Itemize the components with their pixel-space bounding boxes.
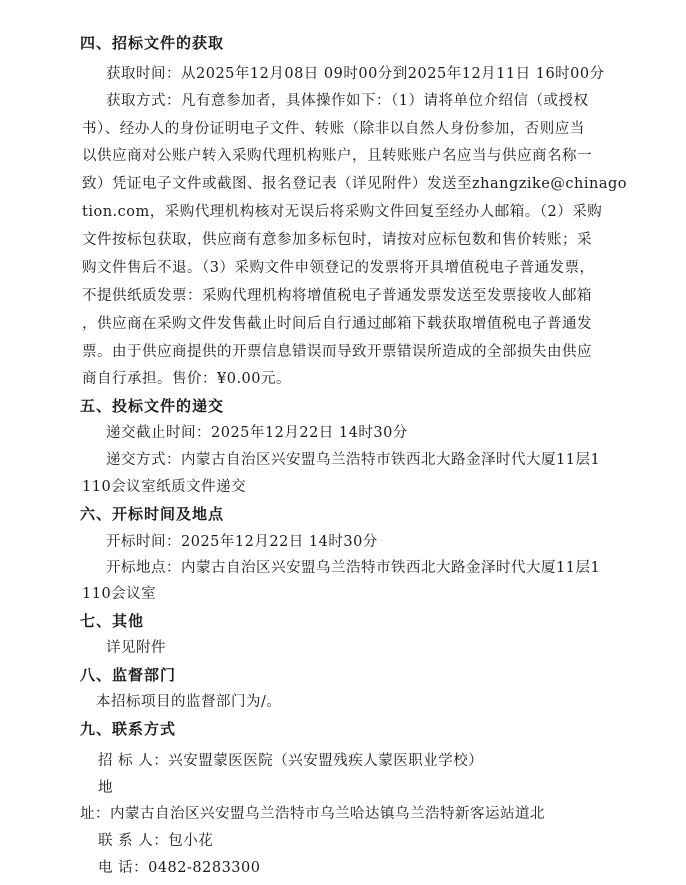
submission-method-cont: 110会议室纸质文件递交 bbox=[82, 479, 247, 496]
acquisition-method-line: 致）凭证电子文件或截图、报名登记表（详见附件）发送至zhangzike@chinago bbox=[82, 176, 627, 193]
opening-time: 开标时间：2025年12月22日 14时30分 bbox=[106, 534, 378, 551]
opening-location-cont: 110会议室 bbox=[82, 586, 157, 603]
section-heading-opening: 六、开标时间及地点 bbox=[80, 505, 225, 524]
contact-address: 址：内蒙古自治区兴安盟乌兰浩特市乌兰哈达镇乌兰浩特新客运站道北 bbox=[80, 806, 545, 823]
section-heading-contact: 九、联系方式 bbox=[80, 719, 177, 738]
acquisition-method-line: 不提供纸质发票：采购代理机构将增值税电子普通发票发送至发票接收人邮箱 bbox=[82, 287, 592, 304]
acquisition-method-line: ，供应商在采购文件发售截止时间后自行通过邮箱下载获取增值税电子普通发 bbox=[82, 315, 592, 332]
acquisition-method-line: 书）、经办人的身份证明电子文件、转账（除非以自然人身份参加，否则应当 bbox=[82, 120, 585, 137]
contact-address-label: 地 bbox=[98, 779, 113, 796]
contact-person: 联 系 人：包小花 bbox=[98, 833, 214, 850]
section-heading-other: 七、其他 bbox=[80, 612, 145, 631]
supervision-content: 本招标项目的监督部门为/。 bbox=[96, 694, 282, 711]
acquisition-method-line: 商自行承担。售价：¥0.00元。 bbox=[82, 371, 292, 388]
contact-tenderer: 招 标 人：兴安盟蒙医医院（兴安盟残疾人蒙医职业学校） bbox=[98, 752, 484, 769]
other-content: 详见附件 bbox=[106, 640, 166, 657]
acquisition-time: 获取时间：从2025年12月08日 09时00分到2025年12月11日 16时00分 bbox=[106, 65, 605, 82]
section-heading-submission: 五、投标文件的递交 bbox=[80, 396, 225, 415]
submission-method: 递交方式：内蒙古自治区兴安盟乌兰浩特市铁西北大路金泽时代大厦11层1 bbox=[106, 452, 601, 469]
acquisition-method-line: 票。由于供应商提供的开票信息错误而导致开票错误所造成的全部损失由供应 bbox=[82, 343, 592, 360]
acquisition-method-line: 文件按标包获取，供应商有意参加多标包时，请按对应标包数和售价转账；采 bbox=[82, 232, 592, 249]
section-heading-acquisition: 四、招标文件的获取 bbox=[80, 34, 225, 52]
acquisition-method-line: tion.com，采购代理机构核对无误后将采购文件回复至经办人邮箱。（2）采购 bbox=[82, 204, 603, 221]
submission-deadline: 递交截止时间：2025年12月22日 14时30分 bbox=[106, 425, 408, 442]
contact-phone: 电 话：0482-8283300 bbox=[98, 860, 261, 877]
opening-location: 开标地点：内蒙古自治区兴安盟乌兰浩特市铁西北大路金泽时代大厦11层1 bbox=[106, 560, 601, 577]
acquisition-method-line: 获取方式：凡有意参加者，具体操作如下：（1）请将单位介绍信（或授权 bbox=[106, 92, 589, 109]
acquisition-method-line: 以供应商对公账户转入采购代理机构账户，且转账账户名应当与供应商名称一 bbox=[82, 148, 592, 165]
acquisition-method-line: 购文件售后不退。（3）采购文件申领登记的发票将开具增值税电子普通发票， bbox=[82, 259, 595, 276]
section-heading-supervision: 八、监督部门 bbox=[80, 666, 177, 685]
